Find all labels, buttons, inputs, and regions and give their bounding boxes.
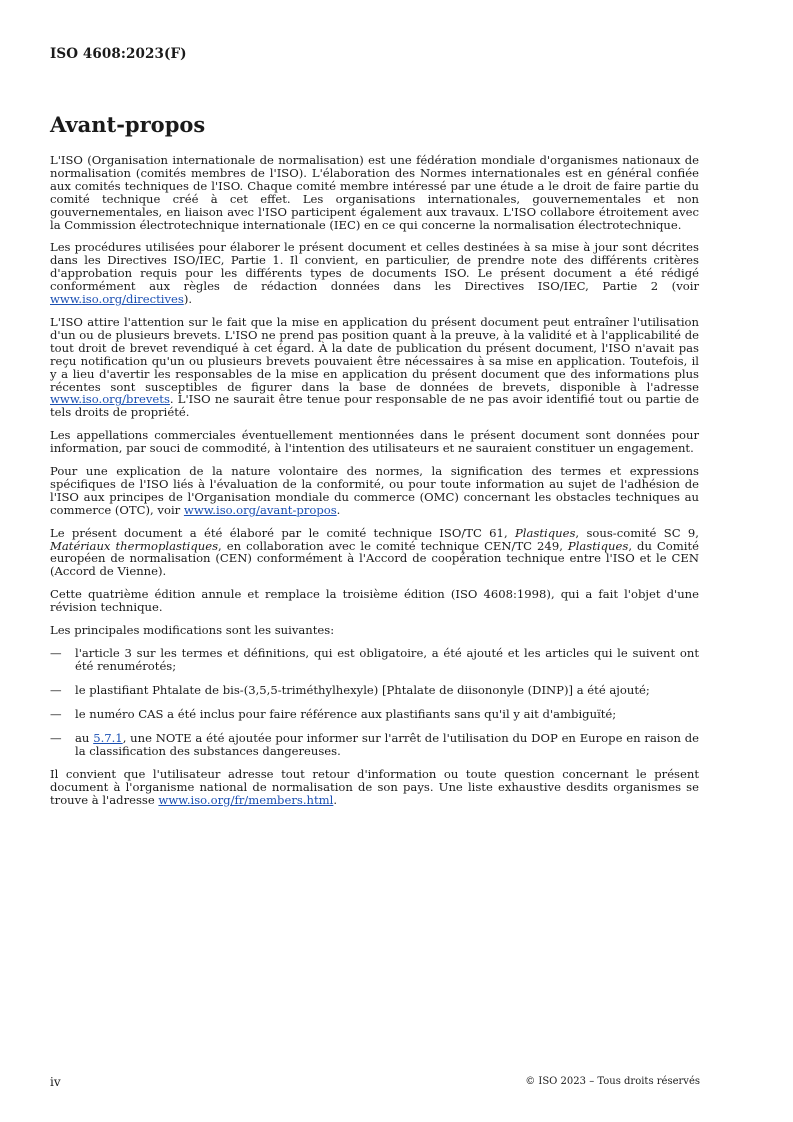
dash-bullet: — [50, 706, 62, 721]
list-item: — au 5.7.1, une NOTE a été ajoutée pour informer sur l'arrêt de l'utilisation du DOP en Europe en raison de la classification des substances dangereuses. [50, 730, 699, 758]
list-item: — l'article 3 sur les termes et définitions, qui est obligatoire, a été ajouté et les articles qui le suivent ont été renumérotés; [50, 646, 699, 673]
foreword-info-link[interactable]: www.iso.org/avant-propos [183, 502, 337, 517]
dash-bullet: — [50, 646, 62, 660]
section-title: Avant-propos [50, 112, 206, 137]
changes-list [50, 647, 699, 757]
foreword-body [50, 154, 699, 817]
paragraph-voluntary-nature: Pour une explication de la nature volontaire des normes, la signification des termes et expressions spécifiques de l'ISO liés à l'évaluation de la conformité, ou pour toute information au sujet de l'adhésion de l'ISO aux principes de l'Organisation mondiale du commerce (OMC) concernant les obstacles techniques au commerce (OTC), voir www.iso.org/avant-propos. [50, 464, 699, 517]
paragraph-trade-names: Les appellations commerciales éventuellement mentionnées dans le présent document sont données pour information, par souci de commodité, à l'intention des utilisateurs et ne sauraient constituer un engagement. [50, 428, 699, 456]
dash-bullet: — [50, 730, 62, 745]
list-item: — le plastifiant Phtalate de bis-(3,5,5-triméthylhexyle) [Phtalate de diisononyle (DINP)] a été ajouté; [50, 682, 650, 697]
paragraph-feedback: Il convient que l'utilisateur adresse tout retour d'information ou toute question concernant le présent document à l'organisme national de normalisation de son pays. Une liste exhaustive desdits organismes se trouve à l'adresse www.iso.org/fr/members.html. [50, 767, 699, 808]
page-number: iv [50, 1075, 61, 1089]
paragraph-patents: L'ISO attire l'attention sur le fait que la mise en application du présent document peut entraîner l'utilisation d'un ou de plusieurs brevets. L'ISO ne prend pas position quant à la preuve, à la validité et à l'applicabilité de tout droit de brevet revendiqué à cet égard. À la date de publication du présent document, l'ISO n'avait pas reçu notification qu'un ou plusieurs brevets pouvaient être nécessaires à sa mise en application. Toutefois, il y a lieu d'avertir les responsables de la mise en application du présent document que des informations plus récentes sont susceptibles de figurer dans la base de données de brevets, disponible à l'adresse www.iso.org/brevets. L'ISO ne saurait être tenue pour responsable de ne pas avoir identifié tout ou partie de tels droits de propriété. [50, 314, 699, 420]
document-identifier: ISO 4608:2023(F) [50, 46, 187, 62]
cen-committee-name: Plastiques [567, 538, 629, 553]
paragraph-procedures: Les procédures utilisées pour élaborer le présent document et celles destinées à sa mise à jour sont décrites dans les Directives ISO/IEC, Partie 1. Il convient, en particulier, de prendre note des différents critères d'approbation requis pour les différents types de documents ISO. Le présent document a été rédigé conformément aux règles de rédaction données dans les Directives ISO/IEC, Partie 2 (voir www.iso.org/directives). [50, 240, 699, 307]
paragraph-changes-intro: Les principales modifications sont les suivantes: [50, 623, 335, 638]
directives-link[interactable]: www.iso.org/directives [50, 292, 184, 307]
clause-5-7-1-link[interactable]: 5.7.1 [93, 730, 123, 745]
list-item: — le numéro CAS a été inclus pour faire référence aux plastifiants sans qu'il y ait d'ambiguïté; [50, 706, 617, 721]
paragraph-edition: Cette quatrième édition annule et remplace la troisième édition (ISO 4608:1998), qui a fait l'objet d'une révision technique. [50, 587, 699, 615]
subcommittee-name: Matériaux thermoplastiques [50, 538, 219, 553]
paragraph-iso-intro: L'ISO (Organisation internationale de normalisation) est une fédération mondiale d'organismes nationaux de normalisation (comités membres de l'ISO). L'élaboration des Normes internationales est en général confiée aux comités techniques de l'ISO. Chaque comité membre intéressé par une étude a le droit de faire partie du comité technique créé à cet effet. Les organisations internationales, gouvernementales et non gouvernementales, en liaison avec l'ISO participent également aux travaux. L'ISO collabore étroitement avec la Commission électrotechnique internationale (IEC) en ce qui concerne la normalisation électrotechnique. [50, 153, 699, 232]
committee-name-plastics: Plastiques [514, 525, 576, 540]
patents-link[interactable]: www.iso.org/brevets [50, 392, 170, 407]
members-link[interactable]: www.iso.org/fr/members.html [158, 793, 334, 808]
paragraph-committee: Le présent document a été élaboré par le comité technique ISO/TC 61, Plastiques, sous-comité SC 9, Matériaux thermoplastiques, en collaboration avec le comité technique CEN/TC 249, Plastiques, du Comité européen de normalisation (CEN) conformément à l'Accord de coopération technique entre l'ISO et le CEN (Accord de Vienne). [50, 525, 699, 579]
dash-bullet: — [50, 682, 62, 697]
copyright-notice: © ISO 2023 – Tous droits réservés [525, 1076, 700, 1087]
